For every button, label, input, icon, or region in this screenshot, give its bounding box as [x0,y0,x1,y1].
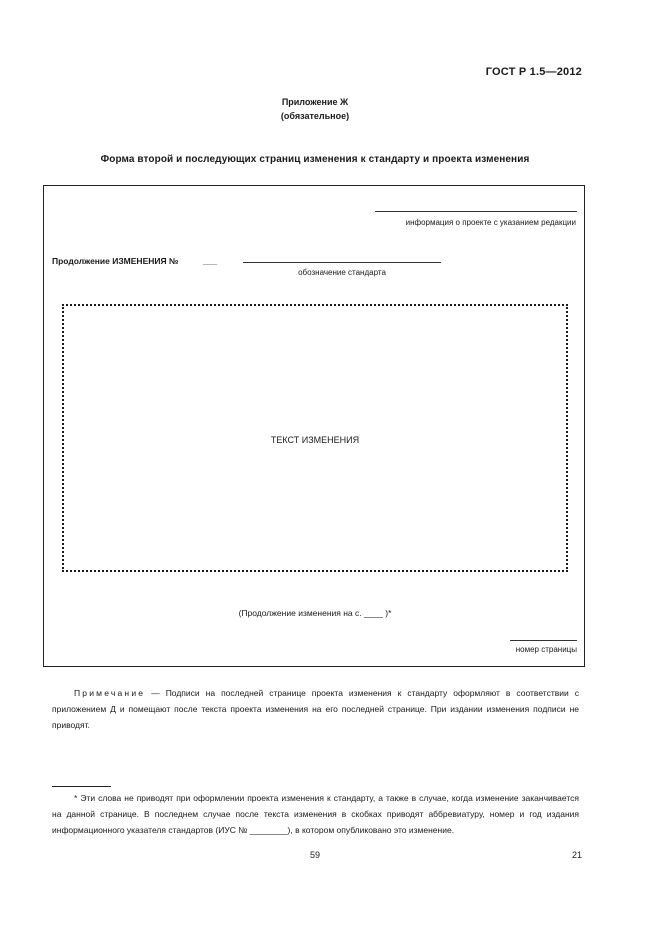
standard-designation-line [243,262,441,263]
footnote-indent [52,793,74,803]
page-number-center: 59 [309,850,320,860]
footnote-text: * Эти слова не приводят при оформлении проекта изменения к стандарту, а также в случае, когда изменение заканчивается на данной странице. В последнем случае после текста изменения в скобках приводят аббревиатуру, номер и год издания информационного указателя стандартов (ИУС № ________), в котором опубликовано это изменение. [52,793,579,835]
change-text-label: ТЕКСТ ИЗМЕНЕНИЯ [270,435,360,445]
continued-on-page: (Продолжение изменения на с. ____ )* [238,608,392,618]
page-number-line [510,640,577,641]
form-title: Форма второй и последующих страниц изменения к стандарту и проекта изменения [100,154,530,165]
standard-code: ГОСТ Р 1.5—2012 [485,66,582,78]
note-label: Примечание [74,688,146,698]
continuation-number-blank: ___ [203,256,218,266]
page-number-right: 21 [571,850,582,860]
project-info-line [375,211,577,212]
appendix-heading [0,95,630,123]
appendix-status: (обязательное) [280,111,350,121]
footnote-rule [52,786,111,787]
continuation-label: Продолжение ИЗМЕНЕНИЯ № [52,256,179,266]
note-text: — Подписи на последней странице проекта изменения к стандарту оформляют в соответствии с приложением Д и помещают после текста проекта изменения на его последней странице. При издании изменения подписи не приводят. [52,688,579,730]
page-number-caption: номер страницы [515,645,577,654]
standard-designation-caption: обозначение стандарта [298,268,386,277]
project-info-caption: информация о проекте с указанием редакции [405,218,576,227]
appendix-title: Приложение Ж [281,97,349,107]
note-paragraph [52,685,579,733]
footnote-paragraph [52,790,579,838]
